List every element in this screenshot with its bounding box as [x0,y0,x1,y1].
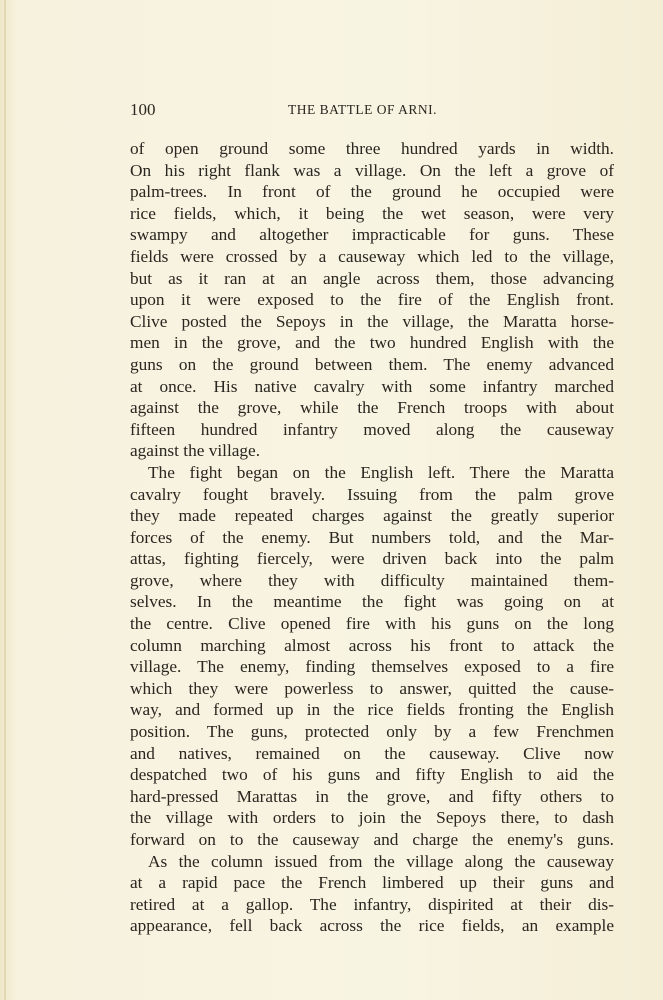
text-line: forward on to the causeway and charge the enemy's guns. [130,830,614,849]
text-line: Clive posted the Sepoys in the village, the Maratta horse- [130,311,614,331]
text-line: grove, where they with difficulty maintained them- [130,570,614,590]
text-line: attas, fighting fiercely, were driven back into the palm [130,549,614,569]
body-text [130,138,614,937]
text-line: swampy and altogether impracticable for guns. These [130,225,614,245]
text-line: but as it ran at an angle across them, those advancing [130,268,614,288]
text-line: column marching almost across his front to attack the [130,635,614,655]
running-title: THE BATTLE OF ARNI. [288,102,437,117]
paragraph-start-line: The fight began on the English left. There the Maratta [148,462,614,482]
text-line: position. The guns, protected only by a few Frenchmen [130,722,614,742]
text-line: of open ground some three hundred yards in width. [130,139,614,158]
text-line: men in the grove, and the two hundred English with the [130,333,614,353]
text-line: the village with orders to join the Sepoys there, to dash [130,808,614,828]
text-line: way, and formed up in the rice fields fronting the English [130,700,614,720]
paragraph-start-line: As the column issued from the village along the causeway [148,851,614,871]
paragraph-end-line: against the village. [130,441,261,461]
text-line: fields were crossed by a causeway which led to the village, [130,246,614,266]
page-number: 100 [130,100,156,119]
text-line: rice fields, which, it being the wet season, were very [130,203,614,223]
text-line: retired at a gallop. The infantry, dispirited at their dis- [130,894,614,914]
text-line: despatched two of his guns and fifty English to aid the [130,765,614,785]
text-line: against the grove, while the French troops with about [130,398,614,418]
text-line: at a rapid pace the French limbered up their guns and [130,873,614,893]
page-header [130,100,614,122]
text-line: On his right flank was a village. On the left a grove of [130,160,614,180]
text-line: appearance, fell back across the rice fields, an example [130,916,614,936]
text-line: hard-pressed Marattas in the grove, and fifty others to [130,786,614,806]
text-line: forces of the enemy. But numbers told, and the Mar- [130,527,614,547]
text-line: at once. His native cavalry with some infantry marched [130,376,614,396]
text-line: the centre. Clive opened fire with his guns on the long [130,614,614,634]
text-line: and natives, remained on the causeway. Clive now [130,743,614,763]
text-line: upon it were exposed to the fire of the English front. [130,290,614,310]
text-line: village. The enemy, finding themselves exposed to a fire [130,657,614,677]
text-line: cavalry fought bravely. Issuing from the palm grove [130,484,614,504]
page-edge [4,0,6,1000]
text-line: which they were powerless to answer, quitted the cause- [130,678,614,698]
text-line: they made repeated charges against the greatly superior [130,506,614,526]
text-line: guns on the ground between them. The enemy advanced [130,354,614,374]
text-line: selves. In the meantime the fight was going on at [130,592,614,612]
text-line: palm-trees. In front of the ground he occupied were [130,182,614,202]
text-line: fifteen hundred infantry moved along the causeway [130,419,614,439]
